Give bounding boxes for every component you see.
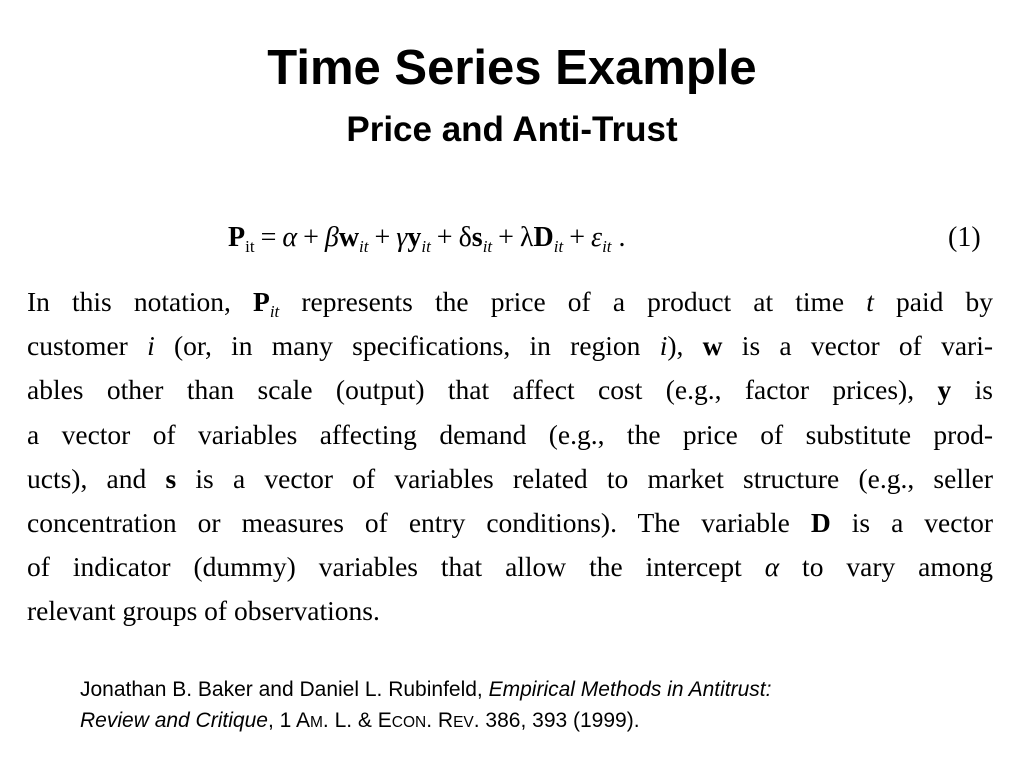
citation: Jonathan B. Baker and Daniel L. Rubinfeld, Empirical Methods in Antitrust: Review and Critique, 1 AM. L. & ECON. REV. 386, 393 (1999). bbox=[80, 678, 772, 732]
regression-equation bbox=[228, 220, 626, 256]
slide-title: Time Series Example bbox=[267, 41, 757, 95]
eq-plus: + bbox=[303, 222, 319, 253]
eq-equals: = bbox=[260, 222, 277, 253]
eq-plus: + bbox=[436, 222, 453, 253]
citation-title: Review and Critique bbox=[80, 709, 268, 732]
notation-paragraph bbox=[27, 280, 993, 634]
eq-plus: + bbox=[374, 222, 391, 253]
eq-price-subscript: it bbox=[245, 237, 255, 256]
eq-y: y bbox=[407, 222, 422, 253]
equation-number: (1) bbox=[948, 222, 981, 253]
eq-epsilon: ε bbox=[591, 222, 603, 253]
paragraph-line: concentration or measures of entry conditions). The variable D is a vector bbox=[27, 507, 993, 539]
paragraph-line: ucts), and s is a vector of variables related to market structure (e.g., seller bbox=[27, 462, 993, 494]
eq-lambda: λ bbox=[519, 222, 534, 253]
eq-w-subscript: it bbox=[359, 237, 369, 256]
eq-gamma: γ bbox=[396, 222, 408, 253]
paragraph-line: of indicator (dummy) variables that allow the intercept α to vary among bbox=[27, 551, 993, 583]
eq-epsilon-subscript: it bbox=[602, 237, 612, 256]
paragraph-line: In this notation, $P_{it}$ represents the price of a product at time t paid by bbox=[27, 286, 993, 321]
eq-s: s bbox=[471, 222, 483, 253]
eq-plus: + bbox=[569, 222, 586, 253]
eq-s-subscript: it bbox=[482, 237, 493, 256]
paragraph-line: relevant groups of observations. bbox=[27, 595, 380, 627]
slide-subtitle: Price and Anti-Trust bbox=[346, 110, 678, 149]
citation-authors: Jonathan B. Baker and Daniel L. Rubinfeld, bbox=[80, 678, 489, 701]
eq-w: w bbox=[338, 222, 360, 253]
eq-delta: δ bbox=[458, 222, 472, 253]
citation-title: Empirical Methods in Antitrust: bbox=[488, 678, 772, 701]
eq-D-subscript: it bbox=[553, 237, 564, 256]
eq-price-term: P bbox=[228, 222, 246, 253]
eq-plus: + bbox=[498, 222, 514, 253]
paragraph-line: customer i (or, in many specifications, in region i), w is a vector of vari- bbox=[27, 330, 993, 362]
paragraph-line: a vector of variables affecting demand (e.g., the price of substitute prod- bbox=[27, 418, 993, 450]
paragraph-line: ables other than scale (output) that affect cost (e.g., factor prices), y is bbox=[27, 374, 993, 406]
eq-period: . bbox=[618, 222, 626, 253]
eq-D: D bbox=[533, 222, 554, 253]
eq-beta: β bbox=[324, 222, 339, 253]
eq-y-subscript: it bbox=[421, 237, 431, 256]
eq-alpha: α bbox=[282, 222, 298, 253]
